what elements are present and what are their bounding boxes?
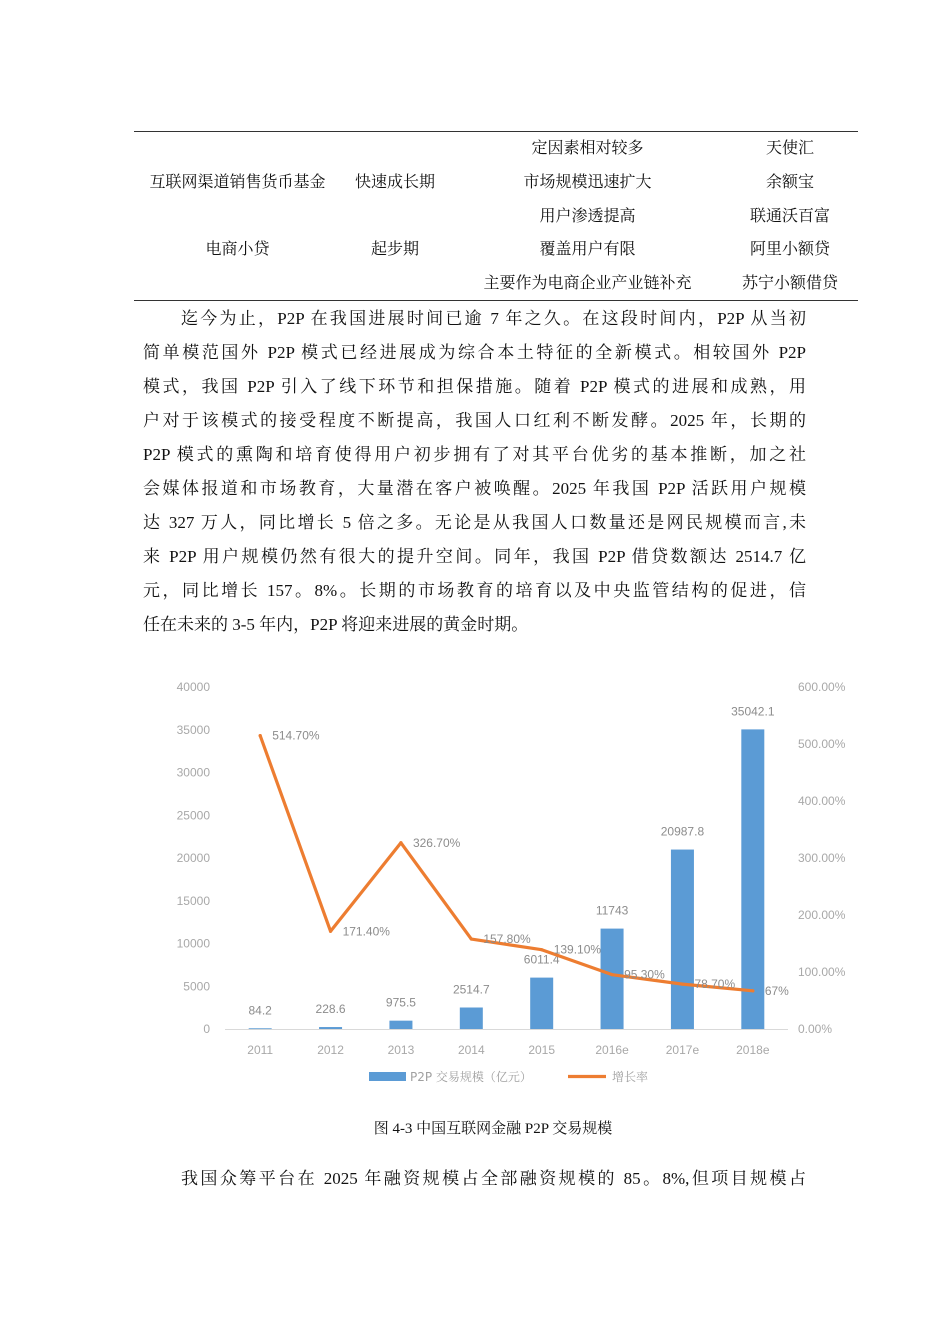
y-left-tick-label: 20000: [176, 851, 210, 865]
x-tick-label: 2016e: [595, 1043, 629, 1057]
line-point: [681, 983, 684, 986]
body-paragraph: [143, 1162, 806, 1196]
y-left-tick-label: 35000: [176, 722, 210, 737]
line-point: [610, 973, 613, 976]
paragraph-line: 任在未来的 3-5 年内，P2P 将迎来进展的黄金时期。: [143, 615, 529, 634]
bar-data-label: 228.6: [315, 1002, 346, 1017]
p2p-volume-chart: [160, 670, 860, 1100]
line-data-label: 326.70%: [412, 835, 461, 850]
line-data-label: 171.40%: [342, 924, 390, 939]
bar-data-label: 20987.8: [660, 824, 705, 839]
line-point: [399, 841, 402, 844]
line-point: [259, 734, 262, 737]
x-tick-label: 2014: [457, 1043, 485, 1057]
table-bottom-rule: [134, 300, 858, 301]
x-tick-label: 2011: [247, 1043, 274, 1057]
y-left-tick-label: 15000: [176, 893, 210, 908]
paragraph-line: 模式，我国 P2P 引入了线下环节和担保措施。随着 P2P 模式的进展和成熟，用: [143, 377, 806, 396]
body-paragraph: [143, 302, 806, 642]
bar-data-label: 2514.7: [452, 982, 490, 997]
x-tick-label: 2017e: [665, 1043, 700, 1057]
bar-data-label: 975.5: [385, 995, 416, 1010]
y-left-tick-label: 25000: [176, 808, 210, 823]
y-left-tick-label: 0: [203, 1022, 210, 1036]
line-point: [329, 930, 332, 933]
bar: [671, 850, 694, 1029]
line-data-label: 78.70%: [694, 977, 736, 992]
paragraph-line: 达 327 万人，同比增长 5 倍之多。无论是从我国人口数量还是网民规模而言,未: [143, 513, 806, 532]
paragraph-line: 会媒体报道和市场教育，大量潜在客户被唤醒。2025 年我国 P2P 活跃用户规模: [143, 479, 806, 498]
line-data-label: 139.10%: [553, 942, 602, 957]
paragraph-line: 简单模范国外 P2P 模式已经进展成为综合本土特征的全新模式。相较国外 P2P: [143, 343, 806, 362]
x-tick-label: 2013: [387, 1043, 415, 1057]
line-data-label: 95.30%: [624, 967, 665, 982]
y-left-tick-label: 5000: [183, 979, 210, 994]
line-point: [540, 948, 543, 951]
line-data-label: 514.70%: [272, 728, 320, 743]
y-right-tick-label: 300.00%: [798, 851, 846, 865]
y-right-tick-label: 600.00%: [798, 680, 846, 694]
y-left-tick-label: 30000: [176, 765, 210, 780]
bar: [530, 978, 553, 1029]
legend-bar-swatch: [369, 1072, 406, 1081]
line-data-label: 157.80%: [483, 932, 531, 947]
table-cell: 定因素相对较多: [531, 140, 644, 157]
table-cell: 覆盖用户有限: [539, 241, 636, 258]
y-left-tick-label: 10000: [176, 936, 210, 951]
bar: [601, 929, 624, 1029]
bar-data-label: 11743: [595, 903, 629, 918]
y-right-tick-label: 500.00%: [798, 737, 846, 751]
bar-data-label: 6011.4: [523, 952, 560, 967]
paragraph-line: 户对于该模式的接受程度不断提高，我国人口红利不断发酵。2025 年，长期的: [143, 411, 806, 430]
y-right-tick-label: 200.00%: [798, 908, 846, 922]
y-right-tick-label: 0.00%: [798, 1022, 833, 1036]
table-cell: 余额宝: [765, 174, 814, 191]
table-cell: 阿里小额贷: [749, 241, 830, 258]
bar: [389, 1021, 412, 1029]
paragraph-line: 元，同比增长 157。8%。长期的市场教育的培育以及中央监管结构的促进，信: [143, 581, 806, 600]
bar: [249, 1028, 272, 1029]
table-cell: 联通沃百富: [749, 208, 830, 225]
table-cell: 互联网渠道销售货币基金: [149, 174, 326, 191]
table-cell: 起步期: [370, 241, 419, 258]
paragraph-line: P2P 模式的熏陶和培育使得用户初步拥有了对其平台优劣的基本推断，加之社: [143, 445, 806, 464]
x-tick-label: 2018e: [736, 1043, 770, 1057]
table-cell: 天使汇: [765, 140, 814, 157]
bar-data-label: 84.2: [248, 1003, 272, 1018]
bar: [319, 1027, 342, 1029]
x-tick-label: 2015: [528, 1043, 556, 1057]
y-left-tick-label: 40000: [176, 680, 210, 694]
paragraph-line: 迄今为止，P2P 在我国进展时间已逾 7 年之久。在这段时间内，P2P 从当初: [181, 309, 806, 328]
bar: [741, 729, 764, 1029]
paragraph-line: 我国众筹平台在 2025 年融资规模占全部融资规模的 85。8%,但项目规模占: [181, 1169, 806, 1188]
table-top-rule: [134, 131, 858, 132]
y-right-tick-label: 400.00%: [798, 794, 846, 808]
table-cell: 快速成长期: [354, 174, 435, 191]
bar-data-label: 35042.1: [731, 704, 775, 719]
y-right-tick-label: 100.00%: [798, 965, 846, 979]
line-data-label: 67%: [764, 983, 789, 998]
table-cell: 电商小贷: [205, 241, 270, 258]
x-tick-label: 2012: [317, 1043, 344, 1057]
table-cell: 苏宁小额借贷: [741, 275, 838, 292]
bar: [460, 1007, 483, 1029]
table-cell: 主要作为电商企业产业链补充: [483, 275, 692, 292]
line-point: [470, 937, 473, 940]
table-cell: 市场规模迅速扩大: [523, 174, 652, 191]
legend-bar-label: P2P 交易规模（亿元）: [410, 1070, 532, 1084]
paragraph-line: 来 P2P 用户规模仍然有很大的提升空间。同年，我国 P2P 借贷数额达 2514.7 亿: [143, 547, 806, 566]
line-point: [751, 989, 754, 992]
figure-caption: 图 4-3 中国互联网金融 P2P 交易规模: [373, 1121, 613, 1137]
table-cell: 用户渗透提高: [539, 208, 636, 225]
legend-line-label: 增长率: [612, 1070, 649, 1084]
